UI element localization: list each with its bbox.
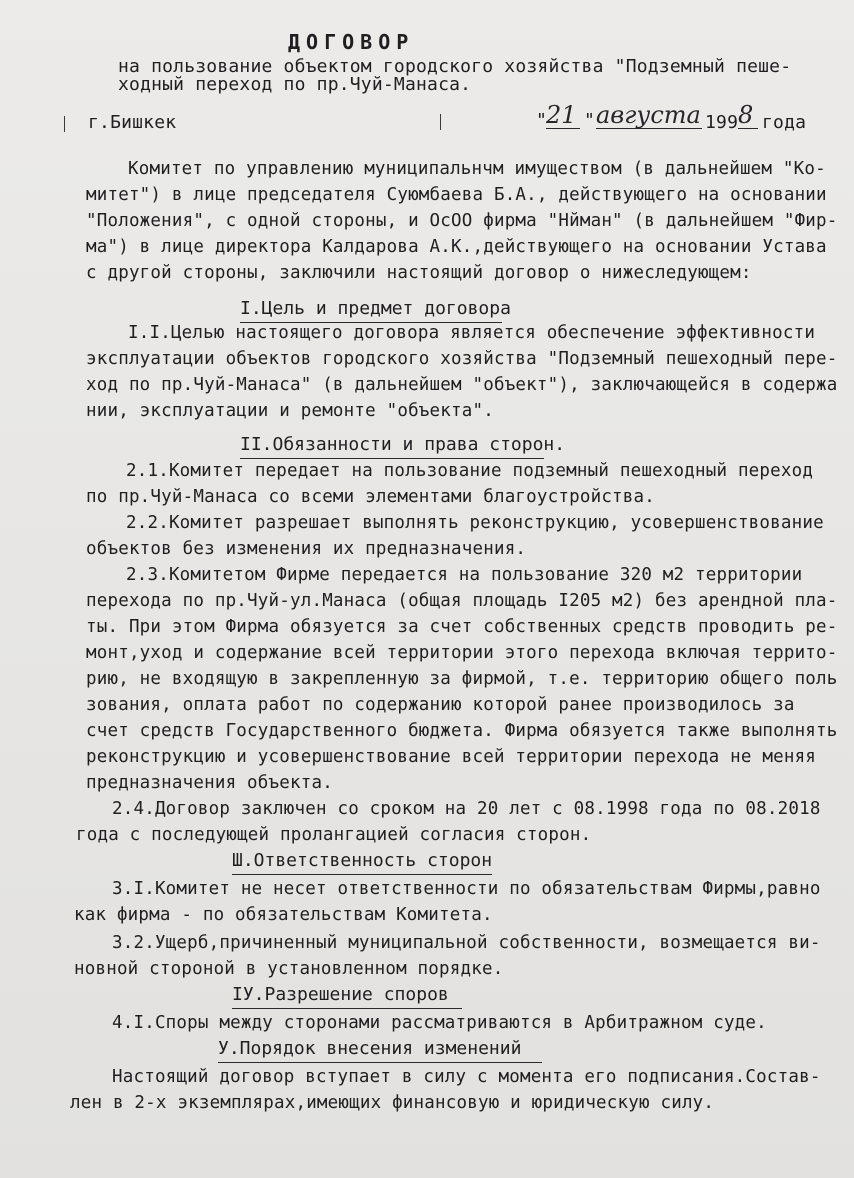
section-3-line: как фирма - по обязательствам Комитета.: [74, 905, 493, 925]
preamble-line: ма") в лице директора Калдарова А.К.,действующего на основании Устава: [86, 237, 827, 257]
margin-mark: [64, 116, 65, 132]
preamble-line: Комитет по управлению муниципальнчм имуществом (в дальнейшем "Ко-: [128, 159, 826, 179]
section-2-line: рию, не входящую в закрепленную за фирмой, т.е. территорию общего поль: [86, 669, 838, 689]
section-3-heading: Ш.Ответственность сторон: [232, 850, 492, 875]
section-1-line: I.I.Целью настоящего договора является обеспечение эффективности: [128, 323, 816, 343]
section-2-line: ты. При этом Фирма обязуется за счет собственных средств проводить ре-: [86, 617, 838, 637]
section-2-line: зования, оплата работ по содержанию которой ранее производилось за: [86, 695, 795, 715]
date-day-handwritten: 21: [546, 102, 580, 129]
date-quote-close: ": [584, 110, 596, 131]
section-4-line: 4.I.Споры между сторонами рассматриваются в Арбитражном суде.: [112, 1013, 767, 1033]
section-1-line: ход по пр.Чуй-Манаса" (в дальнейшем "объект"), заключающейся в содержа: [86, 375, 838, 395]
city-label: г.Бишкек: [88, 112, 177, 133]
subtitle-line-1: на пользование объектом городского хозяйства "Подземный пеше-: [118, 56, 792, 77]
section-1-heading: I.Цель и предмет договора: [240, 298, 502, 323]
section-2-line: объектов без изменения их предназначения.: [86, 539, 527, 559]
section-3-line: 3.2.Ущерб,причиненный муниципальной собственности, возмещается ви-: [112, 933, 821, 953]
date-quote-open: ": [536, 110, 548, 131]
section-1-line: нии, эксплуатации и ремонте "объекта".: [86, 401, 494, 421]
document-title: ДОГОВОР: [288, 30, 415, 54]
section-2-line: по пр.Чуй-Манаса со всеми элементами благоустройства.: [86, 487, 656, 507]
date-year-prefix: 199: [705, 112, 739, 133]
section-3-line: новной стороной в установленном порядке.: [74, 959, 504, 979]
date-year-digit-handwritten: 8: [738, 102, 758, 129]
preamble-line: с другой стороны, заключили настоящий договор о нижеследующем:: [86, 263, 752, 283]
section-4-heading: IУ.Разрешение споров: [232, 984, 462, 1009]
subtitle-line-2: ходный переход по пр.Чуй-Манаса.: [118, 74, 472, 95]
section-5-line: Настоящий договор вступает в силу с момента его подписания.Состав-: [112, 1067, 821, 1087]
section-2-line: реконструкцию и усовершенствование всей территории перехода не меняя: [86, 747, 817, 767]
section-2-line: 2.2.Комитет разрешает выполнять реконструкцию, усовершенствование: [126, 513, 824, 533]
section-2-heading: II.Обязанности и права сторон.: [240, 434, 544, 459]
section-3-line: 3.I.Комитет не несет ответственности по обязательствам Фирмы,равно: [112, 879, 821, 899]
date-suffix: года: [762, 112, 807, 133]
preamble-line: митет") в лице председателя Суюмбаева Б.А., действующего на основании: [86, 185, 827, 205]
date-month-handwritten: августа: [596, 101, 701, 129]
section-5-heading: У.Порядок внесения изменений: [218, 1038, 542, 1063]
section-2-line: счет средств Государственного бюджета. Фирма обязуется также выполнять: [86, 721, 838, 741]
section-2-line: перехода по пр.Чуй-ул.Манаса (общая площадь I205 м2) без арендной пла-: [86, 591, 838, 611]
section-2-line: 2.4.Договор заключен со сроком на 20 лет с 08.1998 года по 08.2018: [112, 799, 821, 819]
section-2-line: 2.3.Комитетом Фирме передается на пользование 320 м2 территории: [126, 565, 803, 585]
preamble-line: "Положения", с одной стороны, и ОсОО фирма "Нйман" (в дальнейшем "Фир-: [86, 211, 838, 231]
section-1-line: эксплуатации объектов городского хозяйства "Подземный пешеходный пере-: [86, 349, 838, 369]
section-2-line: предназначения объекта.: [86, 773, 333, 793]
section-2-line: года с последующей пролангацией согласия сторон.: [76, 825, 592, 845]
section-2-line: монт,уход и содержание всей территории этого перехода включая террито-: [86, 643, 838, 663]
section-5-line: лен в 2-х экземплярах,имеющих финансовую и юридическую силу.: [70, 1093, 715, 1113]
margin-mark: [440, 114, 441, 130]
section-2-line: 2.1.Комитет передает на пользование подземный пешеходный переход: [126, 461, 814, 481]
